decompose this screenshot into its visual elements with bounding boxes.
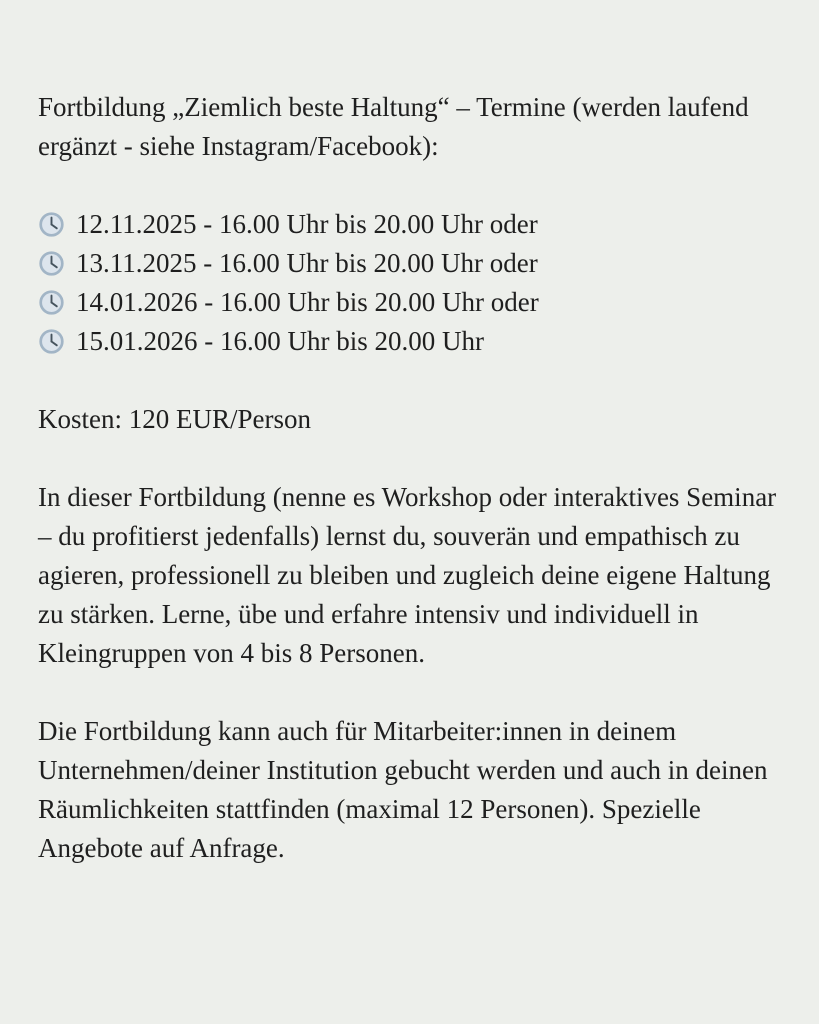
booking-paragraph: Die Fortbildung kann auch für Mitarbeiter:innen in deinem Unternehmen/deiner Institution gebucht werden und auch in deinen Räumlichkeiten stattfinden (maximal 12 Personen). Spezielle Angebote auf Anfrage.: [38, 716, 768, 863]
schedule-item-text: 13.11.2025 - 16.00 Uhr bis 20.00 Uhr oder: [76, 248, 538, 278]
schedule-item: [38, 322, 781, 361]
clock-icon: [38, 328, 65, 355]
clock-icon: [38, 289, 65, 316]
schedule-list: [38, 205, 781, 361]
cost-text: Kosten: 120 EUR/Person: [38, 404, 311, 434]
description-paragraph: In dieser Fortbildung (nenne es Workshop oder interaktives Seminar – du profitierst jedenfalls) lernst du, souverän und empathisch zu agieren, professionell zu bleiben und zugleich deine eigene Haltung zu stärken. Lerne, übe und erfahre intensiv und individuell in Kleingruppen von 4 bis 8 Personen.: [38, 482, 777, 668]
intro-text: Fortbildung „Ziemlich beste Haltung“ – Termine (werden laufend ergänzt - siehe Instagram/Facebook):: [38, 92, 749, 161]
schedule-item: [38, 244, 781, 283]
schedule-item-text: 15.01.2026 - 16.00 Uhr bis 20.00 Uhr: [76, 326, 484, 356]
schedule-item: [38, 283, 781, 322]
schedule-item-text: 12.11.2025 - 16.00 Uhr bis 20.00 Uhr oder: [76, 209, 538, 239]
schedule-item-text: 14.01.2026 - 16.00 Uhr bis 20.00 Uhr oder: [76, 287, 539, 317]
schedule-item: [38, 205, 781, 244]
clock-icon: [38, 211, 65, 238]
clock-icon: [38, 250, 65, 277]
